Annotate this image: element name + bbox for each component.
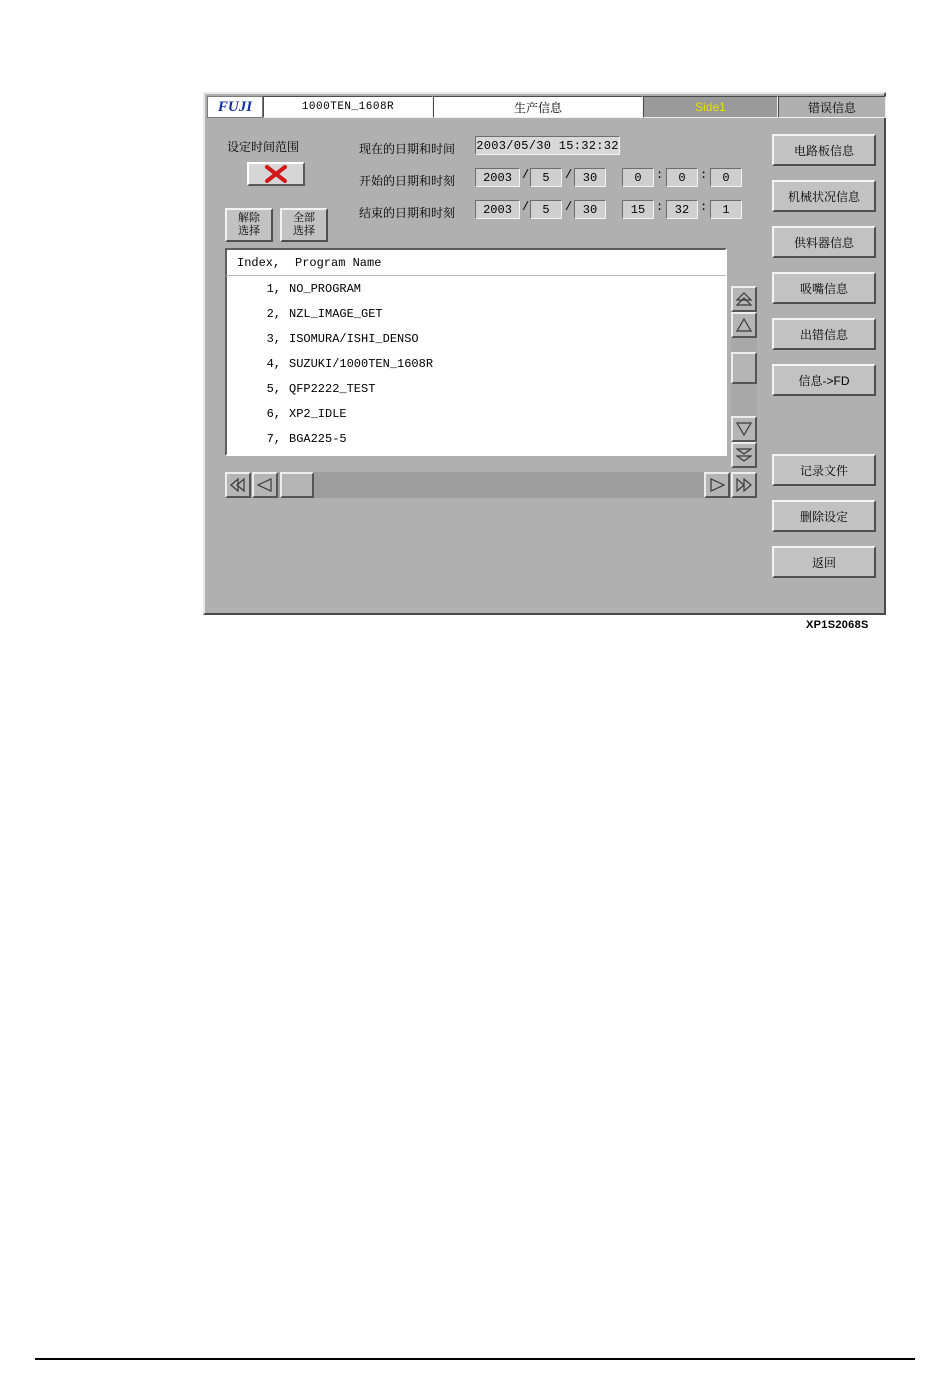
time-range-label: 设定时间范围	[227, 140, 300, 154]
chevron-up-icon	[736, 318, 752, 332]
start-year-field[interactable]: 2003	[475, 168, 520, 187]
sidebar-item-log-file[interactable]: 记录文件	[772, 454, 876, 486]
scroll-down-button[interactable]	[731, 416, 757, 442]
list-item-index: 6,	[266, 406, 281, 421]
select-all-button[interactable]	[280, 208, 328, 242]
double-chevron-right-icon	[736, 478, 752, 492]
start-sep-2: /	[565, 168, 573, 182]
scroll-page-right-button[interactable]	[731, 472, 757, 498]
side-indicator[interactable]: Side1	[643, 96, 778, 118]
select-all-button-label-1: 全部	[293, 212, 315, 224]
deselect-button-label-1: 解除	[238, 212, 260, 224]
sidebar-item-machine-status[interactable]: 机械状况信息	[772, 180, 876, 212]
chevron-right-icon	[709, 478, 725, 492]
current-datetime-label: 现在的日期和时间	[359, 142, 456, 156]
end-hour-field[interactable]: 15	[622, 200, 654, 219]
clear-selection-button[interactable]	[247, 162, 305, 186]
fuji-logo-text: FUJI	[217, 98, 253, 115]
column-header-index: Index,	[237, 255, 281, 270]
list-item[interactable]	[227, 351, 725, 376]
list-item[interactable]	[227, 301, 725, 326]
double-chevron-left-icon	[230, 478, 246, 492]
error-info-button[interactable]: 错误信息	[778, 96, 886, 118]
list-item-name: NZL_IMAGE_GET	[289, 306, 383, 321]
horizontal-scrollbar[interactable]	[225, 472, 757, 498]
current-datetime-value: 2003/05/30 15:32:32	[475, 136, 620, 155]
double-chevron-up-icon	[736, 292, 752, 306]
list-item-index: 3,	[266, 331, 281, 346]
list-item-index: 5,	[266, 381, 281, 396]
start-datetime-label: 开始的日期和时刻	[359, 174, 456, 188]
document-code: XP1S2068S	[806, 619, 869, 631]
start-month-field[interactable]: 5	[530, 168, 562, 187]
vertical-scroll-thumb[interactable]	[731, 352, 757, 384]
program-list[interactable]	[225, 276, 727, 456]
list-item-index: 4,	[266, 356, 281, 371]
scroll-page-down-button[interactable]	[731, 442, 757, 468]
start-sep-4: :	[700, 168, 708, 182]
machine-panel	[203, 92, 886, 615]
page-divider	[35, 1358, 915, 1360]
end-sep-4: :	[700, 200, 708, 214]
start-hour-field[interactable]: 0	[622, 168, 654, 187]
list-item-name: ISOMURA/ISHI_DENSO	[289, 331, 419, 346]
end-year-field[interactable]: 2003	[475, 200, 520, 219]
list-item-name: QFP2222_TEST	[289, 381, 376, 396]
list-item-name: SUZUKI/1000TEN_1608R	[289, 356, 434, 371]
sidebar-item-feeder-info[interactable]: 供料器信息	[772, 226, 876, 258]
start-day-field[interactable]: 30	[574, 168, 606, 187]
list-item-name: BGA225-5	[289, 431, 347, 446]
vertical-scrollbar[interactable]	[731, 286, 757, 468]
list-item-index: 2,	[266, 306, 281, 321]
sidebar-item-error-info[interactable]: 出错信息	[772, 318, 876, 350]
machine-name-field: 1000TEN_1608R	[263, 96, 433, 118]
double-chevron-down-icon	[736, 448, 752, 462]
titlebar	[207, 96, 886, 118]
column-header-program-name: Program Name	[295, 255, 382, 270]
fuji-logo	[207, 96, 263, 118]
start-minute-field[interactable]: 0	[666, 168, 698, 187]
end-datetime-label: 结束的日期和时刻	[359, 206, 456, 220]
list-item[interactable]	[227, 426, 725, 451]
end-sep-3: :	[656, 200, 664, 214]
sidebar-item-back[interactable]: 返回	[772, 546, 876, 578]
scroll-right-button[interactable]	[704, 472, 730, 498]
horizontal-scroll-thumb[interactable]	[280, 472, 314, 498]
program-list-header	[225, 248, 727, 276]
start-sep-3: :	[656, 168, 664, 182]
list-item[interactable]	[227, 401, 725, 426]
red-cross-icon	[264, 165, 288, 183]
list-item[interactable]	[227, 326, 725, 351]
end-sep-1: /	[522, 200, 530, 214]
scroll-left-button[interactable]	[252, 472, 278, 498]
content-area	[207, 120, 886, 613]
scroll-up-button[interactable]	[731, 312, 757, 338]
sidebar-item-info-to-fd[interactable]: 信息->FD	[772, 364, 876, 396]
chevron-left-icon	[257, 478, 273, 492]
scroll-page-left-button[interactable]	[225, 472, 251, 498]
select-all-button-label-2: 选择	[293, 225, 315, 237]
list-item-index: 1,	[266, 281, 281, 296]
list-item[interactable]	[227, 276, 725, 301]
chevron-down-icon	[736, 422, 752, 436]
start-sep-1: /	[522, 168, 530, 182]
end-sep-2: /	[565, 200, 573, 214]
end-second-field[interactable]: 1	[710, 200, 742, 219]
list-item-index: 7,	[266, 431, 281, 446]
end-month-field[interactable]: 5	[530, 200, 562, 219]
sidebar-item-nozzle-info[interactable]: 吸嘴信息	[772, 272, 876, 304]
end-minute-field[interactable]: 32	[666, 200, 698, 219]
list-item-name: NO_PROGRAM	[289, 281, 362, 296]
list-item[interactable]	[227, 376, 725, 401]
sidebar-item-board-info[interactable]: 电路板信息	[772, 134, 876, 166]
deselect-button[interactable]	[225, 208, 273, 242]
screen-title: 生产信息	[433, 96, 643, 118]
end-day-field[interactable]: 30	[574, 200, 606, 219]
start-second-field[interactable]: 0	[710, 168, 742, 187]
list-item-name: XP2_IDLE	[289, 406, 347, 421]
sidebar-item-delete-setting[interactable]: 删除设定	[772, 500, 876, 532]
scroll-page-up-button[interactable]	[731, 286, 757, 312]
deselect-button-label-2: 选择	[238, 225, 260, 237]
